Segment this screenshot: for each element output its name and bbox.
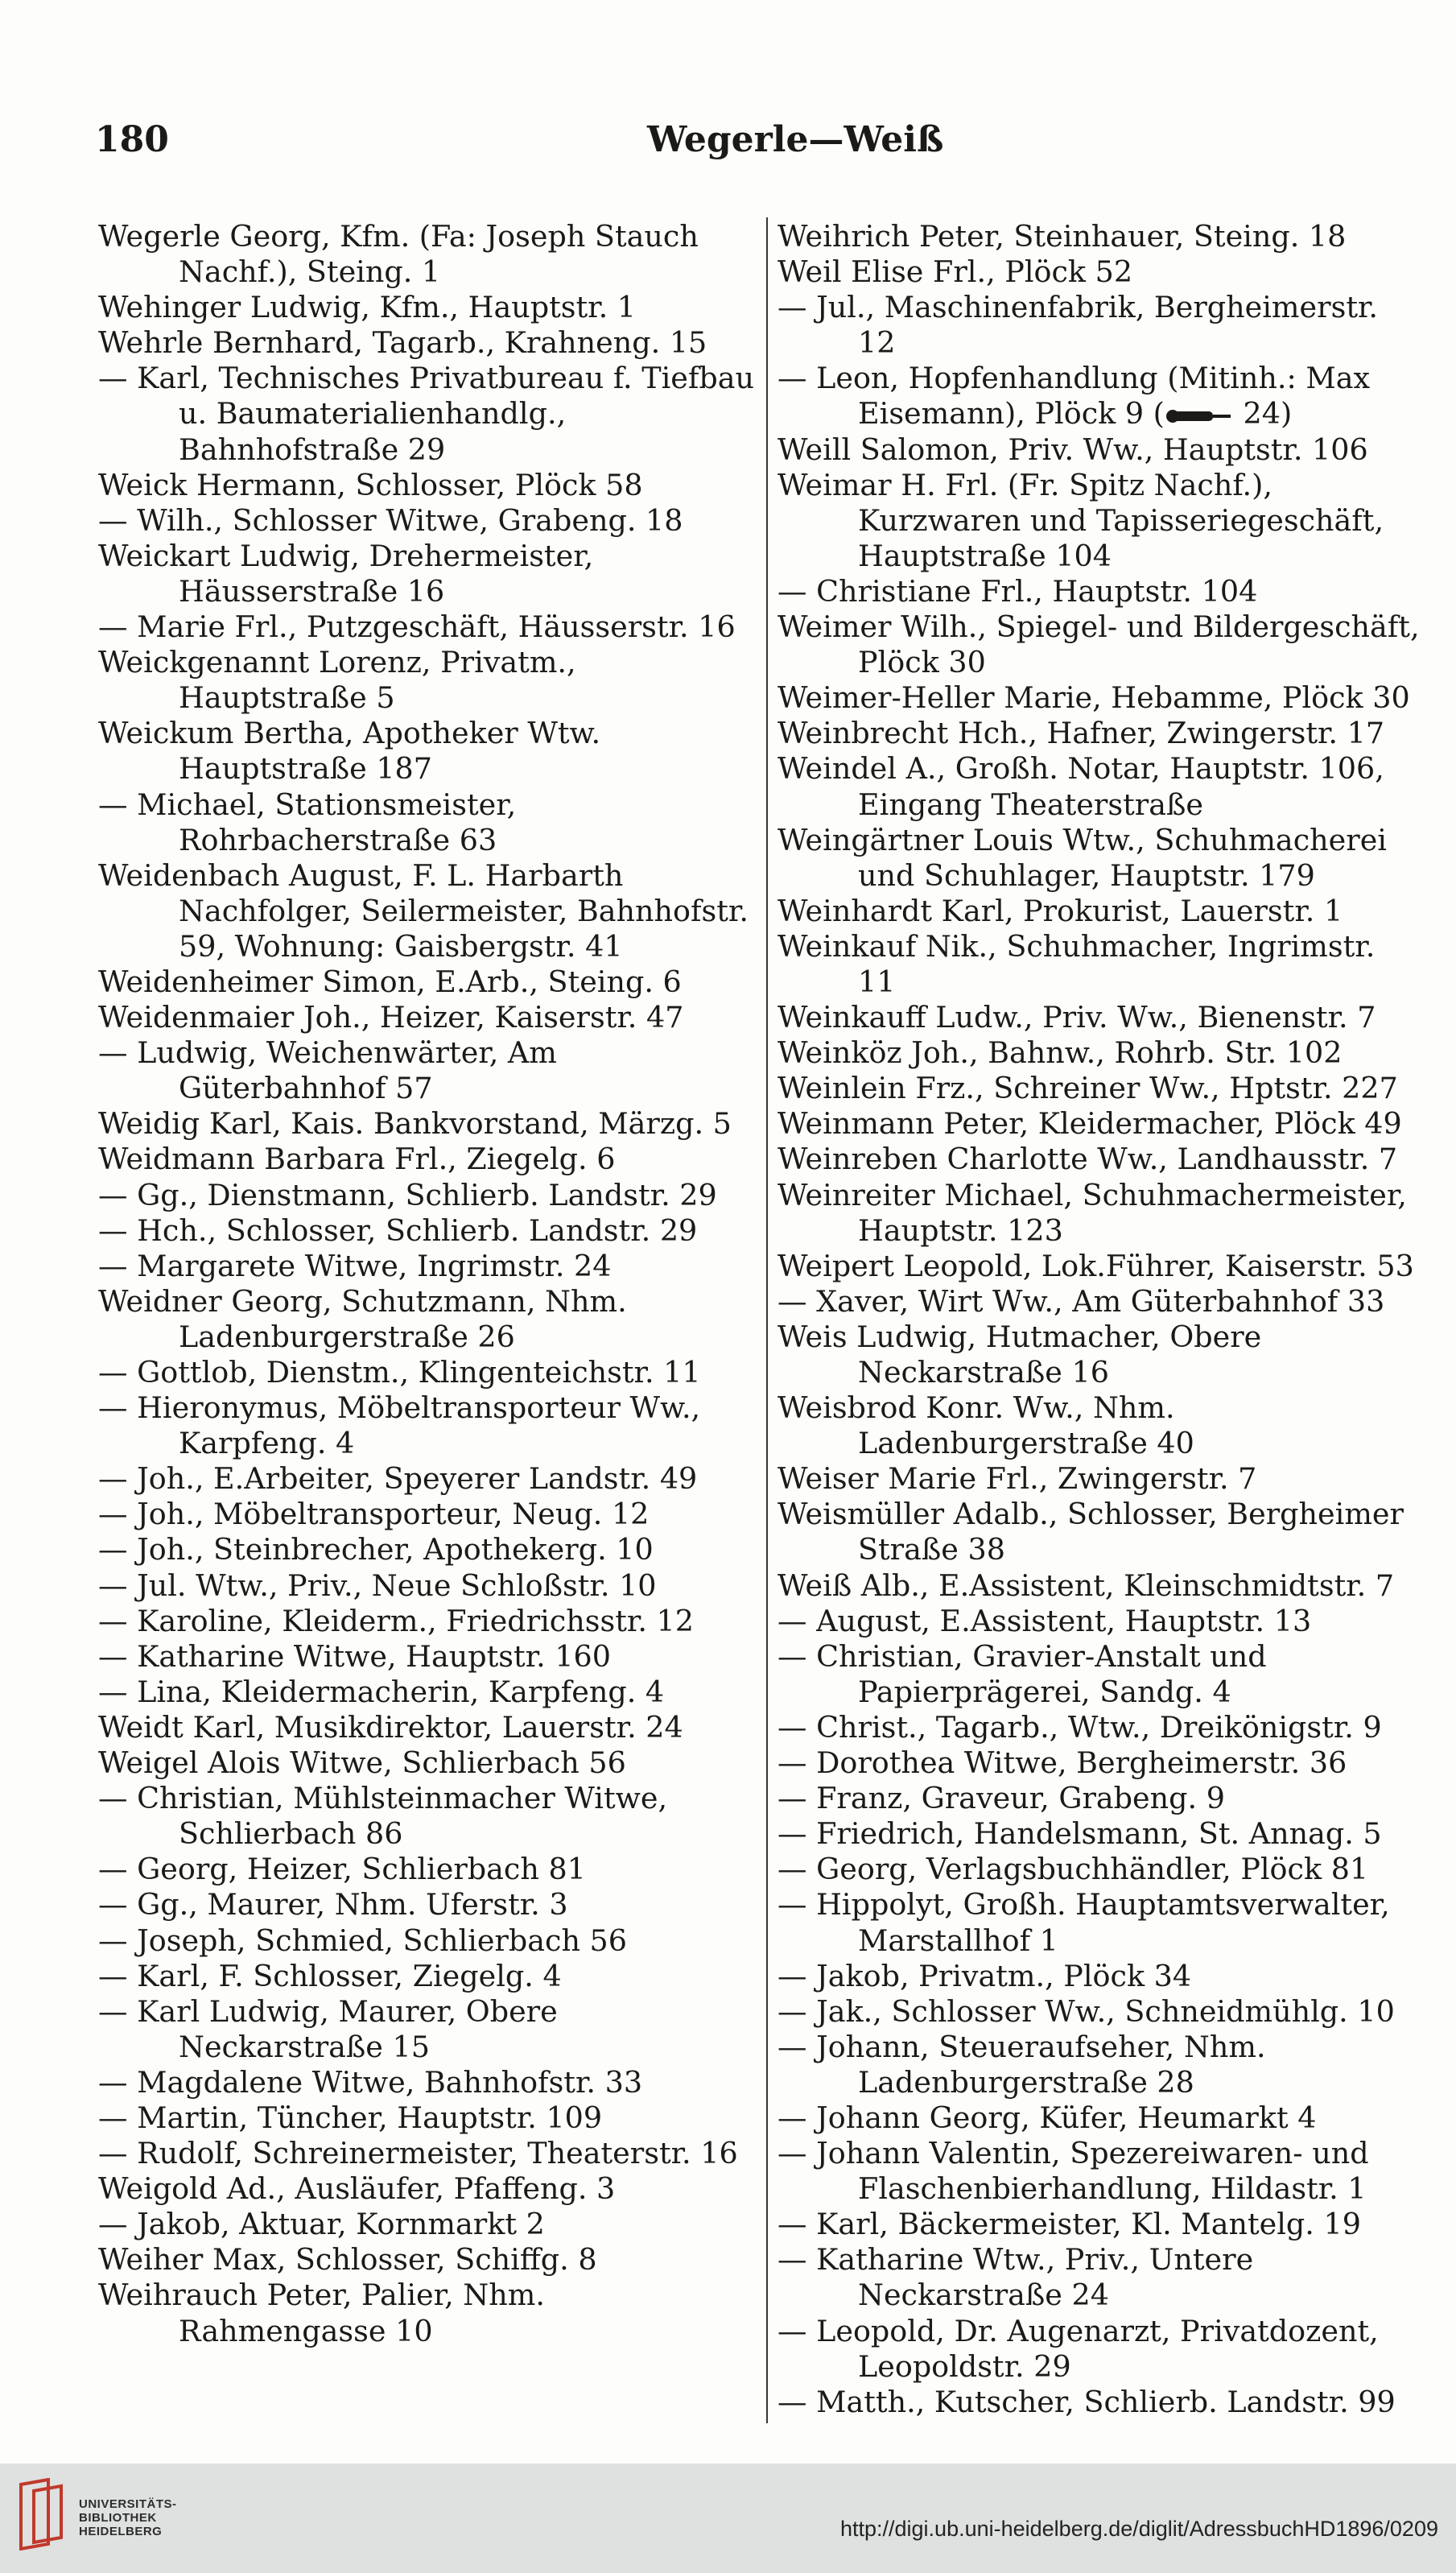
directory-entry: — August, E.Assistent, Hauptstr. 13 bbox=[777, 1603, 1312, 1638]
directory-entry: Weipert Leopold, Lok.Führer, Kaiserstr. 53 bbox=[777, 1248, 1414, 1283]
directory-entry: — Jul. Wtw., Priv., Neue Schloßstr. 10 bbox=[98, 1567, 657, 1603]
directory-entry: — Joh., E.Arbeiter, Speyerer Landstr. 49 bbox=[98, 1461, 698, 1497]
directory-entry: Weill Salomon, Priv. Ww., Hauptstr. 106 bbox=[777, 432, 1368, 467]
directory-entry: — Karl, Technisches Privatbureau f. Tiefbau u. Baumaterialienhandlg., Bahnhofstraße 29 bbox=[98, 361, 755, 467]
directory-entry: Weinreben Charlotte Ww., Landhausstr. 7 bbox=[777, 1142, 1398, 1177]
directory-entry: — Georg, Verlagsbuchhändler, Plöck 81 bbox=[777, 1852, 1369, 1887]
directory-entry: Weickart Ludwig, Drehermeister, Häusserstraße 16 bbox=[98, 538, 594, 609]
source-url[interactable]: http://digi.ub.uni-heidelberg.de/diglit/AdressbuchHD1896/0209 bbox=[839, 2517, 1438, 2541]
directory-entry: — Karl, F. Schlosser, Ziegelg. 4 bbox=[98, 1958, 562, 1993]
directory-entry: Weismüller Adalb., Schlosser, Bergheimer Straße 38 bbox=[777, 1497, 1404, 1567]
directory-entry: — Joh., Möbeltransporteur, Neug. 12 bbox=[98, 1497, 650, 1532]
directory-entry: Weisbrod Konr. Ww., Nhm. Ladenburgerstraße 40 bbox=[777, 1390, 1194, 1461]
directory-entry: — Christ., Tagarb., Wtw., Dreikönigstr. 9 bbox=[777, 1709, 1382, 1745]
directory-entry: Weiher Max, Schlosser, Schiffg. 8 bbox=[98, 2242, 597, 2278]
directory-entry: — Hieronymus, Möbeltransporteur Ww., Karpfeng. 4 bbox=[98, 1390, 701, 1461]
directory-entry: — Friedrich, Handelsmann, St. Annag. 5 bbox=[777, 1816, 1382, 1852]
directory-entry: — Gg., Dienstmann, Schlierb. Landstr. 29 bbox=[98, 1177, 717, 1212]
directory-entry: — Joseph, Schmied, Schlierbach 56 bbox=[98, 1923, 627, 1958]
directory-entry: — Lina, Kleidermacherin, Karpfeng. 4 bbox=[98, 1674, 665, 1709]
library-logo-icon bbox=[16, 2478, 66, 2550]
pointing-hand-icon bbox=[1165, 407, 1234, 425]
directory-entry: Weihrich Peter, Steinhauer, Steing. 18 bbox=[777, 219, 1347, 254]
directory-entry: — Katharine Witwe, Hauptstr. 160 bbox=[98, 1638, 612, 1674]
directory-entry: Weihrauch Peter, Palier, Nhm. Rahmengasse 10 bbox=[98, 2278, 545, 2348]
directory-entry: — Franz, Graveur, Grabeng. 9 bbox=[777, 1781, 1225, 1816]
directory-entry: Weil Elise Frl., Plöck 52 bbox=[777, 254, 1133, 290]
directory-entry: — Gg., Maurer, Nhm. Uferstr. 3 bbox=[98, 1887, 568, 1923]
directory-entry: Wehinger Ludwig, Kfm., Hauptstr. 1 bbox=[98, 290, 637, 325]
directory-entry: — Katharine Wtw., Priv., Untere Neckarstraße 24 bbox=[777, 2242, 1254, 2313]
phone-number: 24) bbox=[1233, 396, 1293, 432]
directory-entry: — Rudolf, Schreinermeister, Theaterstr. 16 bbox=[98, 2136, 738, 2171]
directory-entry: — Jakob, Aktuar, Kornmarkt 2 bbox=[98, 2207, 545, 2242]
directory-entry: Weickgenannt Lorenz, Privatm., Hauptstraße 5 bbox=[98, 645, 576, 716]
directory-entry: — Joh., Steinbrecher, Apothekerg. 10 bbox=[98, 1532, 654, 1567]
column-divider bbox=[766, 217, 768, 2423]
library-name-line: HEIDELBERG bbox=[79, 2525, 163, 2538]
directory-entry: — Magdalene Witwe, Bahnhofstr. 33 bbox=[98, 2064, 643, 2100]
directory-entry: Weidmann Barbara Frl., Ziegelg. 6 bbox=[98, 1142, 616, 1177]
directory-entry: — Hippolyt, Großh. Hauptamtsverwalter, Marstallhof 1 bbox=[777, 1887, 1390, 1958]
footer-bar bbox=[0, 2464, 1456, 2573]
directory-entry: Weingärtner Louis Wtw., Schuhmacherei und Schuhlager, Hauptstr. 179 bbox=[777, 822, 1387, 893]
directory-entry: Weidner Georg, Schutzmann, Nhm. Ladenburgerstraße 26 bbox=[98, 1283, 627, 1354]
directory-entry: — Xaver, Wirt Ww., Am Güterbahnhof 33 bbox=[777, 1283, 1385, 1319]
library-name-line: UNIVERSITÄTS- bbox=[79, 2497, 177, 2511]
directory-entry: Weinkauff Ludw., Priv. Ww., Bienenstr. 7 bbox=[777, 1000, 1376, 1035]
directory-entry: Weinbrecht Hch., Hafner, Zwingerstr. 17 bbox=[777, 716, 1385, 751]
directory-entry: Weinlein Frz., Schreiner Ww., Hptstr. 227 bbox=[777, 1071, 1398, 1106]
right-column bbox=[777, 219, 1421, 2420]
directory-entry: Wehrle Bernhard, Tagarb., Krahneng. 15 bbox=[98, 325, 707, 361]
directory-entry: — Christiane Frl., Hauptstr. 104 bbox=[777, 573, 1258, 609]
directory-entry: Weigold Ad., Ausläufer, Pfaffeng. 3 bbox=[98, 2171, 616, 2207]
directory-entry: Weimer Wilh., Spiegel- und Bildergeschäft, Plöck 30 bbox=[777, 609, 1420, 680]
directory-entry: Weidig Karl, Kais. Bankvorstand, Märzg. 5 bbox=[98, 1106, 732, 1142]
directory-entry: Weinreiter Michael, Schuhmachermeister, Hauptstr. 123 bbox=[777, 1177, 1407, 1248]
directory-entry: — Matth., Kutscher, Schlierb. Landstr. 99 bbox=[777, 2384, 1396, 2419]
directory-entry: Weimer-Heller Marie, Hebamme, Plöck 30 bbox=[777, 680, 1410, 716]
directory-entry: — Karl Ludwig, Maurer, Obere Neckarstraße 15 bbox=[98, 1993, 558, 2064]
directory-entry: — Marie Frl., Putzgeschäft, Häusserstr. 16 bbox=[98, 609, 736, 645]
directory-entry: — Dorothea Witwe, Bergheimerstr. 36 bbox=[777, 1745, 1347, 1781]
library-name bbox=[79, 2497, 177, 2538]
directory-entry: — Michael, Stationsmeister, Rohrbacherstraße 63 bbox=[98, 787, 517, 857]
directory-entry: — Leon, Hopfenhandlung (Mitinh.: Max Eisemann), Plöck 9 ( 24) bbox=[777, 361, 1371, 432]
directory-entry: — Leopold, Dr. Augenarzt, Privatdozent, Leopoldstr. 29 bbox=[777, 2313, 1379, 2384]
directory-entry: — Georg, Heizer, Schlierbach 81 bbox=[98, 1852, 586, 1887]
directory-entry: — Johann Valentin, Spezereiwaren- und Flaschenbierhandlung, Hildastr. 1 bbox=[777, 2136, 1369, 2207]
directory-entry: — Wilh., Schlosser Witwe, Grabeng. 18 bbox=[98, 502, 683, 538]
directory-entry: Weinkauf Nik., Schuhmacher, Ingrimstr. 11 bbox=[777, 928, 1376, 999]
directory-entry: — Jul., Maschinenfabrik, Bergheimerstr. 12 bbox=[777, 290, 1379, 361]
library-name-line: BIBLIOTHEK bbox=[79, 2511, 157, 2525]
directory-entry: Weick Hermann, Schlosser, Plöck 58 bbox=[98, 467, 643, 502]
directory-entry: — Christian, Gravier-Anstalt und Papierprägerei, Sandg. 4 bbox=[777, 1638, 1267, 1709]
directory-entry: Weinköz Joh., Bahnw., Rohrb. Str. 102 bbox=[777, 1035, 1343, 1071]
directory-entry: Weiser Marie Frl., Zwingerstr. 7 bbox=[777, 1461, 1257, 1497]
running-head: Wegerle—Weiß bbox=[647, 119, 944, 160]
directory-entry: Weigel Alois Witwe, Schlierbach 56 bbox=[98, 1745, 626, 1781]
directory-entry: Weinmann Peter, Kleidermacher, Plöck 49 bbox=[777, 1106, 1402, 1142]
directory-entry: Weimar H. Frl. (Fr. Spitz Nachf.), Kurzwaren und Tapisseriegeschäft, Hauptstraße 104 bbox=[777, 467, 1384, 573]
directory-entry: Weindel A., Großh. Notar, Hauptstr. 106, Eingang Theaterstraße bbox=[777, 751, 1384, 822]
directory-entry: — Jak., Schlosser Ww., Schneidmühlg. 10 bbox=[777, 1993, 1395, 2029]
directory-entry: Weickum Bertha, Apotheker Wtw. Hauptstraße 187 bbox=[98, 716, 601, 787]
left-column bbox=[98, 219, 757, 2349]
directory-entry: — Margarete Witwe, Ingrimstr. 24 bbox=[98, 1248, 612, 1283]
directory-entry: — Ludwig, Weichenwärter, Am Güterbahnhof 57 bbox=[98, 1035, 557, 1106]
directory-entry: — Jakob, Privatm., Plöck 34 bbox=[777, 1958, 1192, 1993]
directory-entry: — Karoline, Kleiderm., Friedrichsstr. 12 bbox=[98, 1603, 694, 1638]
directory-entry: Wegerle Georg, Kfm. (Fa: Joseph Stauch Nachf.), Steing. 1 bbox=[98, 219, 699, 290]
directory-entry: Weiß Alb., E.Assistent, Kleinschmidtstr. 7 bbox=[777, 1567, 1395, 1603]
directory-entry: Weinhardt Karl, Prokurist, Lauerstr. 1 bbox=[777, 893, 1343, 928]
directory-entry: Weidenmaier Joh., Heizer, Kaiserstr. 47 bbox=[98, 1000, 684, 1035]
directory-entry: — Christian, Mühlsteinmacher Witwe, Schlierbach 86 bbox=[98, 1781, 668, 1852]
directory-entry: — Johann, Steueraufseher, Nhm. Ladenburgerstraße 28 bbox=[777, 2029, 1266, 2100]
directory-entry: Weis Ludwig, Hutmacher, Obere Neckarstraße 16 bbox=[777, 1319, 1262, 1390]
directory-entry: — Hch., Schlosser, Schlierb. Landstr. 29 bbox=[98, 1212, 698, 1248]
directory-entry: Weidenbach August, F. L. Harbarth Nachfolger, Seilermeister, Bahnhofstr. 59, Wohnung: Gaisbergstr. 41 bbox=[98, 857, 749, 964]
directory-entry: — Karl, Bäckermeister, Kl. Mantelg. 19 bbox=[777, 2207, 1361, 2242]
directory-entry: — Martin, Tüncher, Hauptstr. 109 bbox=[98, 2100, 603, 2135]
directory-entry: — Gottlob, Dienstm., Klingenteichstr. 11 bbox=[98, 1355, 701, 1390]
directory-entry: Weidenheimer Simon, E.Arb., Steing. 6 bbox=[98, 964, 682, 999]
directory-entry: Weidt Karl, Musikdirektor, Lauerstr. 24 bbox=[98, 1709, 683, 1745]
page-number: 180 bbox=[95, 119, 169, 160]
directory-entry: — Johann Georg, Küfer, Heumarkt 4 bbox=[777, 2100, 1317, 2135]
